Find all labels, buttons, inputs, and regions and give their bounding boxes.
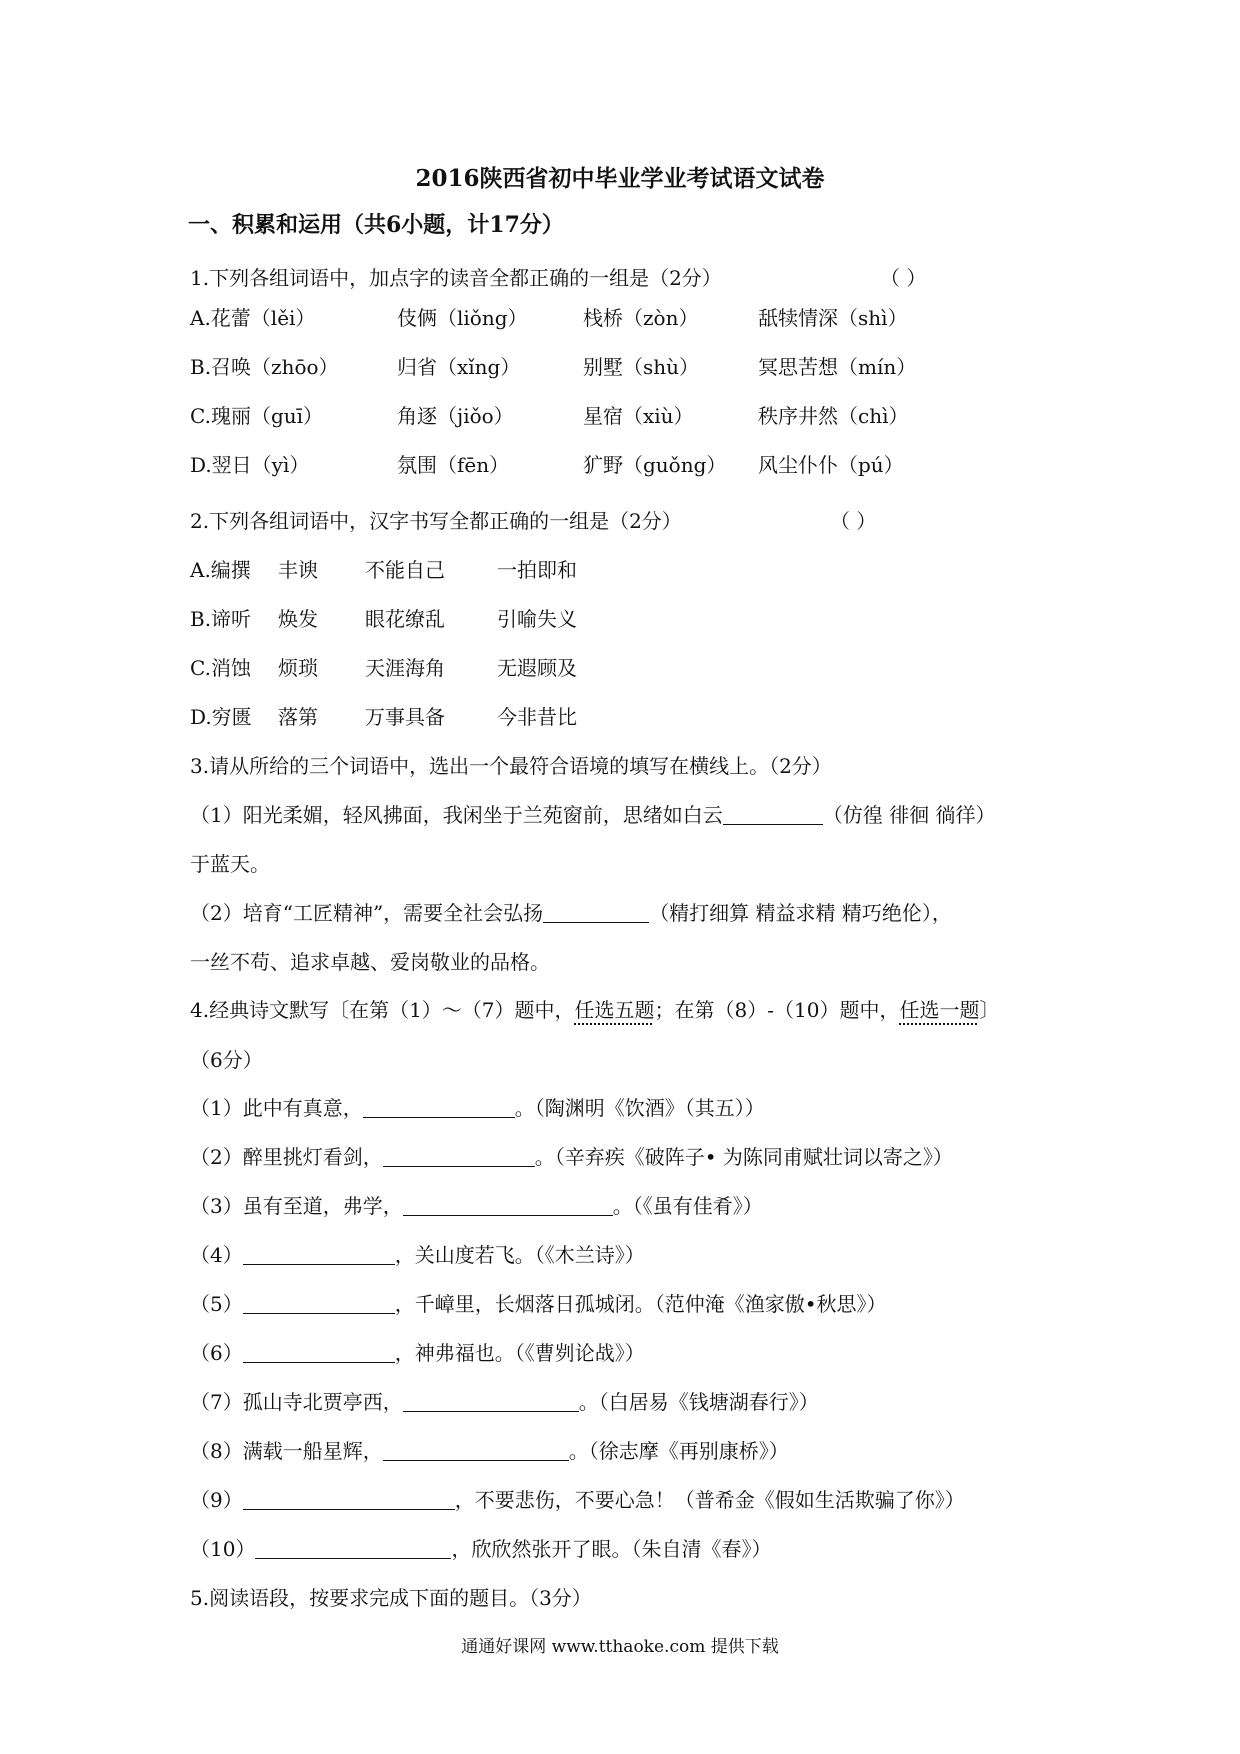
option-cell: C.消蚀 (190, 656, 251, 680)
answer-blank[interactable] (403, 1391, 579, 1412)
option-cell: 风尘仆仆（pú） (758, 453, 904, 477)
option-cell: 烦琐 (278, 656, 318, 680)
recitation-item-8 (190, 1435, 789, 1464)
q4-score: （6分） (190, 1048, 263, 1072)
option-cell: 今非昔比 (497, 705, 577, 729)
option-cell: B.召唤（zhōo） (190, 355, 339, 379)
emphasis-dotted: 任选一题 (899, 998, 980, 1022)
section-heading-1: 一、积累和运用（共6小题，计17分） (188, 212, 564, 238)
item-suffix: 。（陶渊明《饮酒》（其五）） (514, 1096, 765, 1120)
item-suffix: ，千嶂里，长烟落日孤城闭。（范仲淹《渔家傲•秋思》） (394, 1292, 887, 1316)
option-cell: 焕发 (278, 607, 318, 631)
answer-blank[interactable] (363, 1097, 515, 1118)
option-cell: 归省（xǐng） (397, 355, 521, 379)
q3-sub-2 (190, 897, 952, 926)
page-footer: 通通好课网 www.tthaoke.com 提供下载 (461, 1637, 779, 1657)
answer-blank[interactable] (403, 1195, 613, 1216)
question-2-stem (190, 505, 877, 534)
question-2-text: 2.下列各组词语中，汉字书写全都正确的一组是（2分） (190, 509, 682, 533)
item-prefix: （6） (190, 1341, 243, 1365)
answer-blank[interactable] (243, 1293, 395, 1314)
option-cell: 引喻失义 (497, 607, 577, 631)
option-cell: 犷野（guǒng） (583, 453, 727, 477)
item-prefix: （3）虽有至道，弗学， (190, 1194, 403, 1218)
q3-sub-2-cont: 一丝不苟、追求卓越、爱岗敬业的品格。 (190, 950, 550, 974)
answer-blank[interactable] (255, 1538, 451, 1559)
q4-stem-part: 〕 (979, 998, 1000, 1022)
recitation-item-6 (190, 1337, 645, 1366)
page-title: 2016陕西省初中毕业学业考试语文试卷 (415, 165, 825, 192)
q3-sub-1 (190, 799, 995, 828)
emphasis-dotted: 任选五题 (574, 998, 655, 1022)
item-prefix: （2）醉里挑灯看剑， (190, 1145, 383, 1169)
question-5-stem: 5.阅读语段，按要求完成下面的题目。（3分） (190, 1586, 592, 1610)
item-suffix: ，神弗福也。（《曹刿论战》） (394, 1341, 645, 1365)
option-cell: 氛围（fēn） (397, 453, 510, 477)
option-cell: 一拍即和 (497, 558, 577, 582)
q3-sub-1-cont: 于蓝天。 (190, 852, 270, 876)
item-suffix: ，不要悲伤，不要心急！（普希金《假如生活欺骗了你》） (454, 1488, 965, 1512)
option-cell: D.翌日（yì） (190, 453, 310, 477)
recitation-item-10 (190, 1533, 771, 1562)
item-suffix: 。（徐志摩《再别康桥》） (568, 1439, 789, 1463)
option-cell: 天涯海角 (365, 656, 445, 680)
option-cell: A.花蕾（lěi） (190, 306, 316, 330)
recitation-item-2 (190, 1141, 953, 1170)
item-prefix: （8）满载一船星辉， (190, 1439, 383, 1463)
option-cell: 伎俩（liǒng） (397, 306, 528, 330)
answer-blank[interactable] (243, 1342, 395, 1363)
option-cell: 眼花缭乱 (365, 607, 445, 631)
q3-2-text: （2）培育“工匠精神”，需要全社会弘扬 (190, 901, 544, 925)
option-cell: 丰谀 (278, 558, 318, 582)
option-cell: 落第 (278, 705, 318, 729)
recitation-item-9 (190, 1484, 965, 1513)
recitation-item-1 (190, 1092, 765, 1121)
item-prefix: （4） (190, 1243, 243, 1267)
option-cell: 秩序井然（chì） (758, 404, 909, 428)
question-3-stem: 3.请从所给的三个词语中，选出一个最符合语境的填写在横线上。（2分） (190, 754, 832, 778)
option-cell: 星宿（xiù） (583, 404, 694, 428)
answer-blank[interactable] (243, 1244, 395, 1265)
option-cell: 栈桥（zòn） (583, 306, 699, 330)
recitation-item-7 (190, 1386, 819, 1415)
option-cell: 舐犊情深（shì） (758, 306, 908, 330)
option-cell: D.穷匮 (190, 705, 252, 729)
emphasis-text (575, 998, 655, 1022)
option-cell: 万事具备 (365, 705, 445, 729)
recitation-item-5 (190, 1288, 887, 1317)
question-1-text: 1.下列各组词语中，加点字的读音全都正确的一组是（2分） (190, 266, 722, 290)
answer-blank[interactable] (543, 902, 649, 923)
question-4-stem (190, 994, 999, 1023)
q3-1-text: （1）阳光柔媚，轻风拂面，我闲坐于兰苑窗前，思绪如白云 (190, 803, 723, 827)
q3-1-choices: （仿徨 徘徊 徜徉） (822, 803, 996, 827)
item-suffix: ，欣欣然张开了眼。（朱自清《春》） (451, 1537, 772, 1561)
option-cell: 角逐（jiǒo） (397, 404, 514, 428)
answer-blank[interactable] (383, 1440, 569, 1461)
answer-paren-1: （ ） (880, 266, 927, 290)
question-1-stem (190, 262, 927, 291)
item-prefix: （10） (190, 1537, 256, 1561)
item-prefix: （5） (190, 1292, 243, 1316)
answer-paren-2: （ ） (830, 509, 877, 533)
option-cell: C.瑰丽（guī） (190, 404, 324, 428)
item-suffix: 。（《虽有佳肴》） (612, 1194, 763, 1218)
item-prefix: （7）孤山寺北贾亭西， (190, 1390, 403, 1414)
q4-stem-part: ；在第（8）-（10）题中， (654, 998, 900, 1022)
item-suffix: 。（白居易《钱塘湖春行》） (578, 1390, 819, 1414)
item-suffix: 。（辛弃疾《破阵子• 为陈同甫赋壮词以寄之》） (534, 1145, 953, 1169)
answer-blank[interactable] (243, 1489, 455, 1510)
answer-blank[interactable] (383, 1146, 535, 1167)
recitation-item-3 (190, 1190, 763, 1219)
answer-blank[interactable] (723, 804, 823, 825)
item-suffix: ，关山度若飞。（《木兰诗》） (394, 1243, 645, 1267)
option-cell: A.编撰 (190, 558, 251, 582)
item-prefix: （9） (190, 1488, 243, 1512)
q4-stem-part: 4.经典诗文默写〔在第（1）～（7）题中， (190, 998, 575, 1022)
option-cell: 冥思苦想（mín） (758, 355, 917, 379)
option-cell: 别墅（shù） (583, 355, 700, 379)
option-cell: 无遐顾及 (497, 656, 577, 680)
item-prefix: （1）此中有真意， (190, 1096, 363, 1120)
option-cell: 不能自己 (365, 558, 445, 582)
option-cell: B.谛听 (190, 607, 252, 631)
recitation-item-4 (190, 1239, 645, 1268)
q3-2-choices: （精打细算 精益求精 精巧绝伦）， (649, 901, 952, 925)
